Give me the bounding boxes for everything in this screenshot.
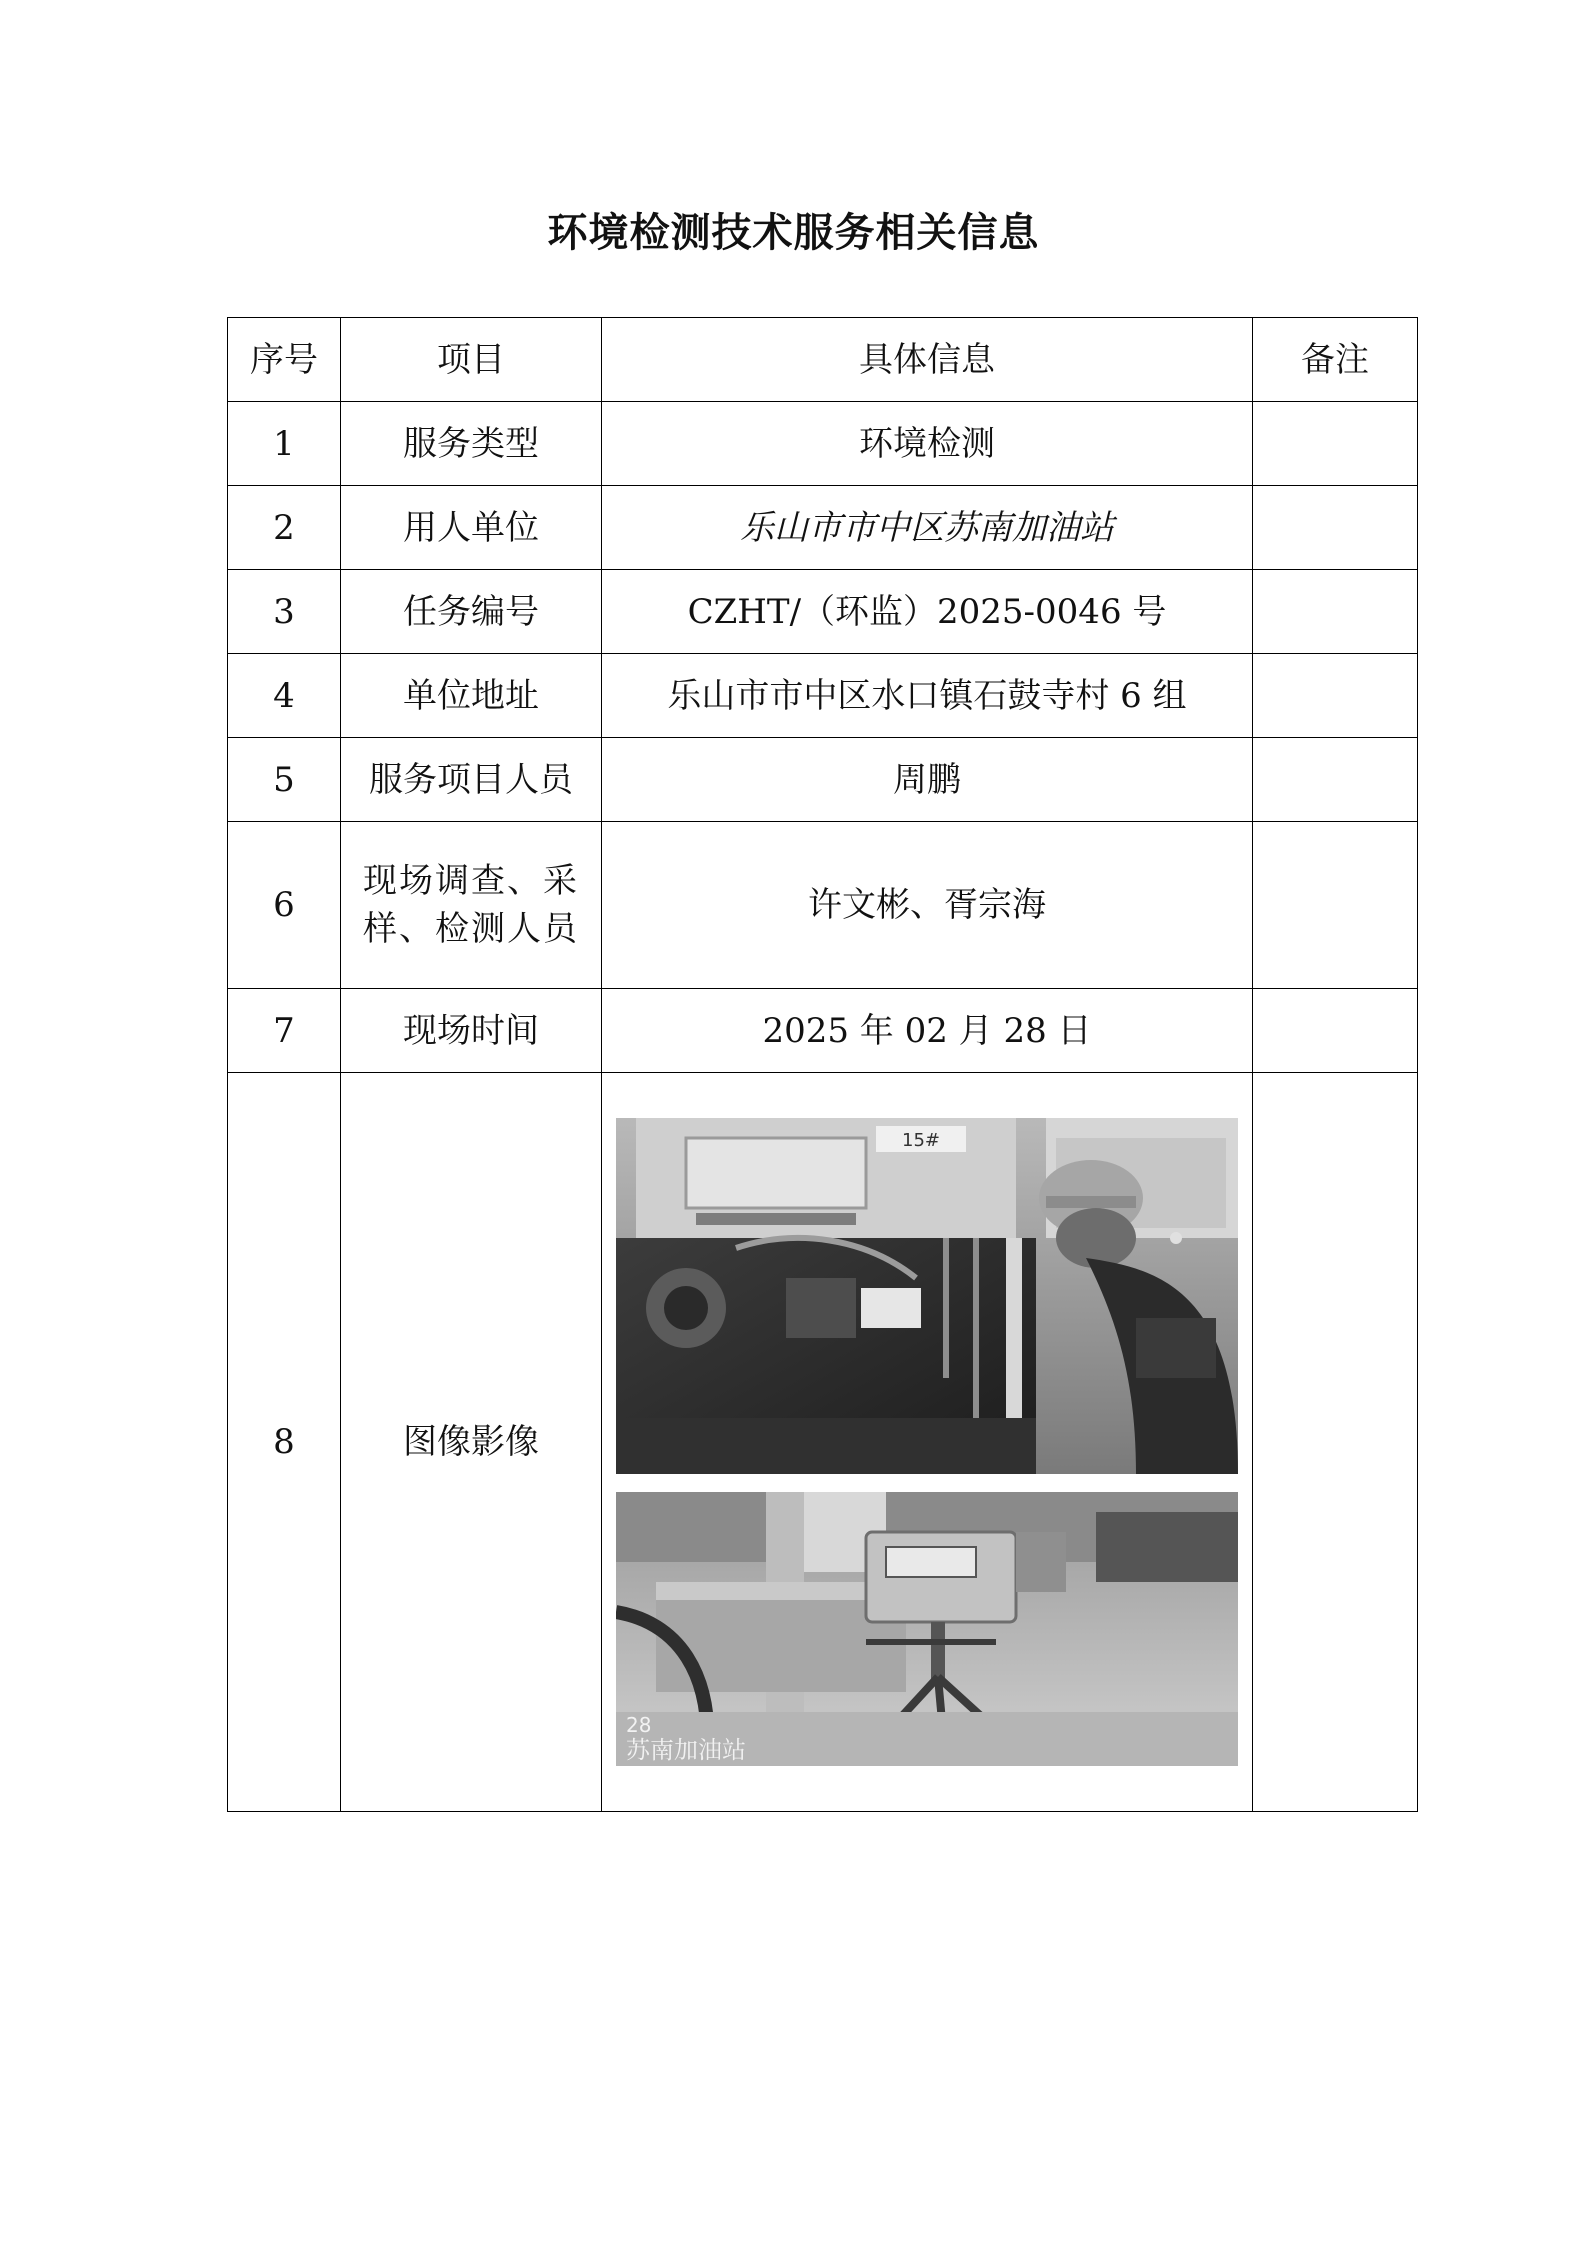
header-no: 序号 bbox=[228, 318, 341, 402]
row-detail: CZHT/（环监）2025-0046 号 bbox=[602, 570, 1253, 654]
row-item: 现场时间 bbox=[341, 989, 602, 1073]
row-item: 单位地址 bbox=[341, 654, 602, 738]
row-no: 6 bbox=[228, 822, 341, 989]
row-item: 图像影像 bbox=[341, 1073, 602, 1812]
row-item: 任务编号 bbox=[341, 570, 602, 654]
document-title: 环境检测技术服务相关信息 bbox=[547, 209, 1040, 256]
photo2-station-label: 苏南加油站 bbox=[626, 1736, 746, 1764]
row-detail: 周鹏 bbox=[602, 738, 1253, 822]
row-detail: 环境检测 bbox=[602, 402, 1253, 486]
table-row bbox=[228, 402, 1418, 486]
header-item: 项目 bbox=[341, 318, 602, 402]
site-photo-sampler-tripod bbox=[616, 1492, 1238, 1766]
row-remark bbox=[1253, 1073, 1418, 1812]
row-remark bbox=[1253, 570, 1418, 654]
table-row bbox=[228, 1073, 1418, 1812]
table-row bbox=[228, 570, 1418, 654]
table-row bbox=[228, 989, 1418, 1073]
row-no: 4 bbox=[228, 654, 341, 738]
table-row bbox=[228, 738, 1418, 822]
row-no: 7 bbox=[228, 989, 341, 1073]
table-row bbox=[228, 486, 1418, 570]
row-remark bbox=[1253, 822, 1418, 989]
row-no: 3 bbox=[228, 570, 341, 654]
row-detail-photos bbox=[602, 1073, 1253, 1812]
header-remark: 备注 bbox=[1253, 318, 1418, 402]
table-row bbox=[228, 822, 1418, 989]
row-remark bbox=[1253, 402, 1418, 486]
row-item: 现场调查、采样、检测人员 bbox=[341, 822, 602, 989]
row-detail: 许文彬、胥宗海 bbox=[602, 822, 1253, 989]
row-detail: 2025 年 02 月 28 日 bbox=[602, 989, 1253, 1073]
row-detail: 乐山市市中区苏南加油站 bbox=[602, 486, 1253, 570]
row-item: 用人单位 bbox=[341, 486, 602, 570]
photo2-date-label: 28 bbox=[626, 1713, 652, 1737]
row-remark bbox=[1253, 738, 1418, 822]
row-remark bbox=[1253, 989, 1418, 1073]
row-item: 服务类型 bbox=[341, 402, 602, 486]
row-no: 1 bbox=[228, 402, 341, 486]
row-detail: 乐山市市中区水口镇石鼓寺村 6 组 bbox=[602, 654, 1253, 738]
row-remark bbox=[1253, 654, 1418, 738]
photo-group bbox=[602, 1118, 1252, 1766]
row-item: 服务项目人员 bbox=[341, 738, 602, 822]
row-no: 2 bbox=[228, 486, 341, 570]
row-no: 5 bbox=[228, 738, 341, 822]
photo1-label: 15# bbox=[902, 1130, 940, 1151]
site-photo-fuel-dispenser bbox=[616, 1118, 1238, 1474]
info-table bbox=[227, 317, 1418, 1812]
row-remark bbox=[1253, 486, 1418, 570]
row-no: 8 bbox=[228, 1073, 341, 1812]
table-row bbox=[228, 654, 1418, 738]
header-detail: 具体信息 bbox=[602, 318, 1253, 402]
table-header-row bbox=[228, 318, 1418, 402]
